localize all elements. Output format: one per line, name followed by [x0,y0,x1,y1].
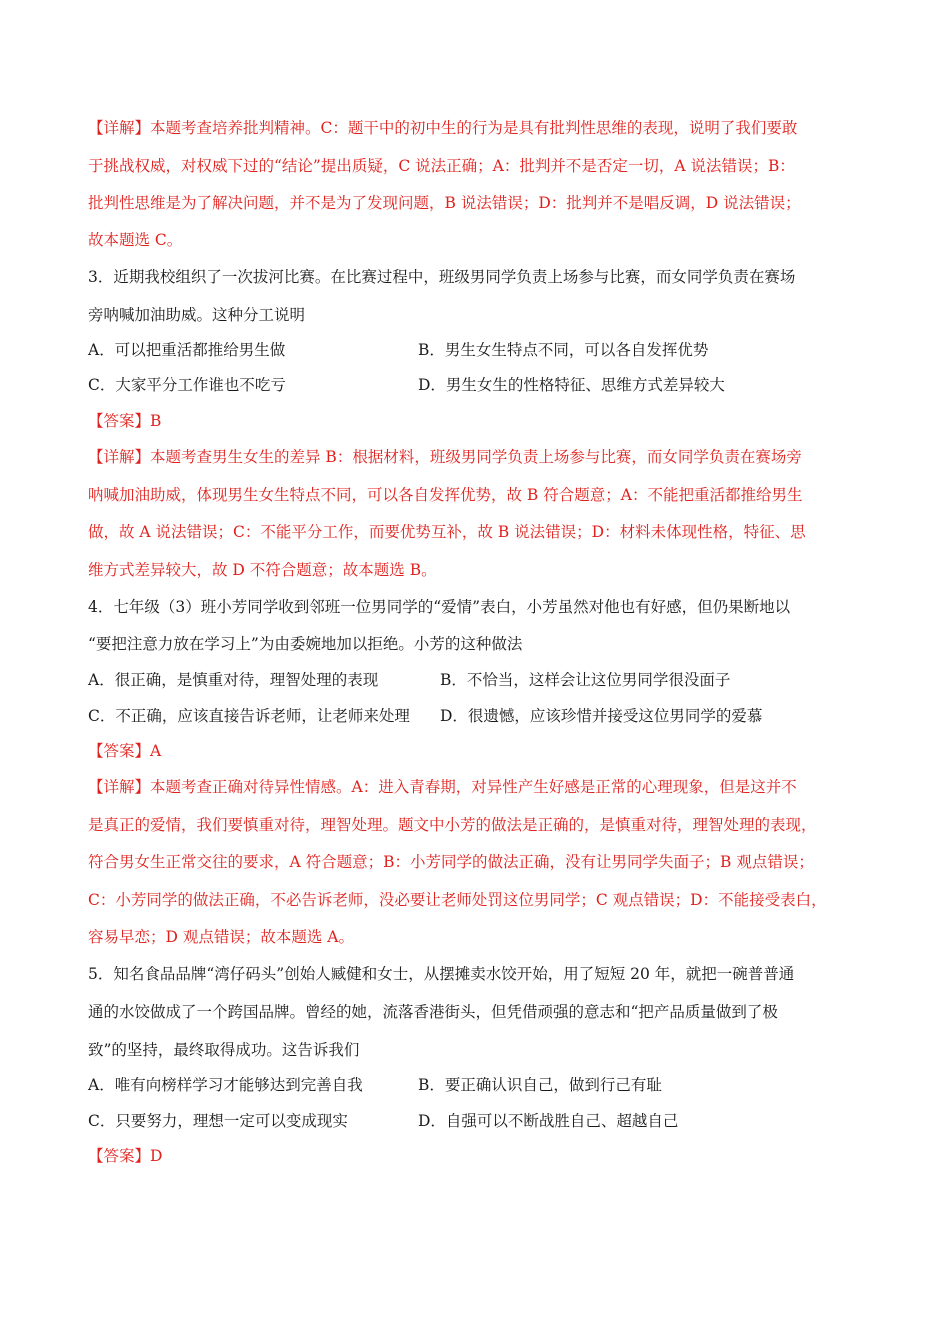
q4-detail-line-4: C：小芳同学的做法正确，不必告诉老师，没必要让老师处罚这位男同学；C 观点错误；D：不能接受表白， [88,891,827,909]
q2-detail-line-2: 于挑战权威，对权威下过的“结论”提出质疑，C 说法正确；A：批判并不是否定一切，A 说法错误；B： [88,157,795,175]
q4-stem-line-1: 4．七年级（3）班小芳同学收到邻班一位男同学的“爱情”表白，小芳虽然对他也有好感，但仍果断地以 [88,598,791,616]
q2-detail-line-1: 【详解】本题考查培养批判精神。C：题干中的初中生的行为是具有批判性思维的表现，说明了我们要敢 [88,119,798,137]
q3-detail-line-2: 呐喊加油助威，体现男生女生特点不同，可以各自发挥优势，故 B 符合题意；A：不能把重活都推给男生 [88,486,803,504]
q2-detail-line-4: 故本题选 C。 [88,231,183,249]
q4-option-b: B．不恰当，这样会让这位男同学很没面子 [440,671,731,689]
q4-option-a: A．很正确，是慎重对待，理智处理的表现 [88,671,379,689]
q2-detail-line-3: 批判性思维是为了解决问题，并不是为了发现问题，B 说法错误；D：批判并不是唱反调，D 说法错误； [88,194,801,212]
q4-answer: 【答案】A [88,742,162,760]
q3-detail-line-3: 做，故 A 说法错误；C：不能平分工作，而要优势互补，故 B 说法错误；D：材料未体现性格，特征、思 [88,523,806,541]
q3-option-d: D．男生女生的性格特征、思维方式差异较大 [418,376,725,394]
q3-option-b: B．男生女生特点不同，可以各自发挥优势 [418,341,709,359]
q4-stem-line-2: “要把注意力放在学习上”为由委婉地加以拒绝。小芳的这种做法 [88,635,523,653]
q3-detail-line-4: 维方式差异较大，故 D 不符合题意；故本题选 B。 [88,561,437,579]
q3-stem-line-2: 旁呐喊加油助威。这种分工说明 [88,306,306,324]
q4-detail-line-1: 【详解】本题考查正确对待异性情感。A：进入青春期，对异性产生好感是正常的心理现象，但是这并不 [88,778,797,796]
q3-stem-line-1: 3．近期我校组织了一次拔河比赛。在比赛过程中，班级男同学负责上场参与比赛，而女同学负责在赛场 [88,268,796,286]
q3-detail-line-1: 【详解】本题考查男生女生的差异 B：根据材料，班级男同学负责上场参与比赛，而女同学负责在赛场旁 [88,448,802,466]
q5-option-b: B．要正确认识自己，做到行己有耻 [418,1076,662,1094]
q3-option-c: C．大家平分工作谁也不吃亏 [88,376,286,394]
q5-answer: 【答案】D [88,1147,163,1165]
q4-option-c: C．不正确，应该直接告诉老师，让老师来处理 [88,707,410,725]
q5-option-c: C．只要努力，理想一定可以变成现实 [88,1112,348,1130]
q4-detail-line-3: 符合男女生正常交往的要求，A 符合题意；B：小芳同学的做法正确，没有让男同学失面子；B 观点错误； [88,853,814,871]
q5-stem-line-3: 致”的坚持，最终取得成功。这告诉我们 [88,1041,360,1059]
q4-detail-line-5: 容易早恋；D 观点错误；故本题选 A。 [88,928,354,946]
q3-option-a: A．可以把重活都推给男生做 [88,341,286,359]
q3-answer: 【答案】B [88,412,162,430]
q4-detail-line-2: 是真正的爱情，我们要慎重对待，理智处理。题文中小芳的做法是正确的，是慎重对待，理智处理的表现， [88,816,817,834]
q5-stem-line-2: 通的水饺做成了一个跨国品牌。曾经的她，流落香港街头，但凭借顽强的意志和“把产品质量做到了极 [88,1003,778,1021]
q4-option-d: D．很遗憾，应该珍惜并接受这位男同学的爱慕 [440,707,763,725]
q5-stem-line-1: 5．知名食品品牌“湾仔码头”创始人臧健和女士，从摆摊卖水饺开始，用了短短 20 年，就把一碗普普通 [88,965,795,983]
q5-option-d: D．自强可以不断战胜自己、超越自己 [418,1112,679,1130]
q5-option-a: A．唯有向榜样学习才能够达到完善自我 [88,1076,363,1094]
